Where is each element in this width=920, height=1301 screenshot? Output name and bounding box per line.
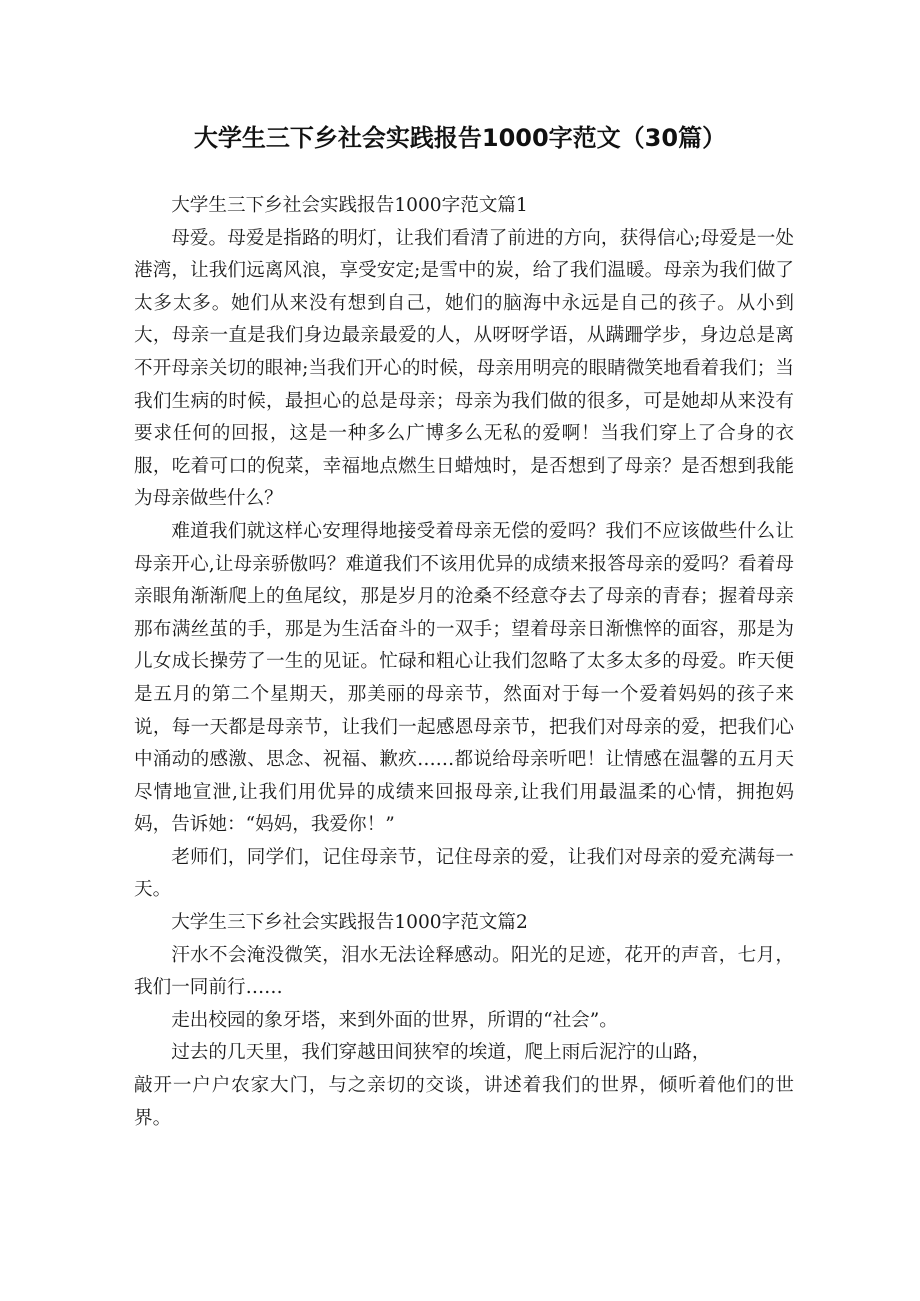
section-heading-2: 大学生三下乡社会实践报告1000字范文篇2 — [171, 912, 528, 934]
paragraph-1: 母爱。母爱是指路的明灯，让我们看清了前进的方向，获得信心;母爱是一处港湾，让我们远离风浪，享受安定;是雪中的炭，给了我们温暖。母亲为我们做了太多太多。她们从来没有想到自己，她们的脑海中永远是自己的孩子。从小到大，母亲一直是我们身边最亲最爱的人，从呀呀学语，从蹒跚学步，身边总是离不开母亲关切的眼神;当我们开心的时候，母亲用明亮的眼睛微笑地看着我们；当我们生病的时候，最担心的总是母亲；母亲为我们做的很多，可是她却从来没有要求任何的回报，这是一种多么广博多么无私的爱啊！当我们穿上了合身的衣服，吃着可口的倪菜，幸福地点燃生日蜡烛时，是否想到了母亲？是否想到我能为母亲做些什么？ — [134, 227, 794, 510]
document-title: 大学生三下乡社会实践报告1000字范文（30篇） — [193, 124, 727, 152]
paragraph-5: 走出校园的象牙塔，来到外面的世界，所谓的“社会”。 — [171, 1009, 618, 1031]
paragraph-6: 过去的几天里，我们穿越田间狭窄的埃道，爬上雨后泥泞的山路， — [171, 1042, 711, 1064]
paragraph-7: 敲开一户户农家大门，与之亲切的交谈，讲述着我们的世界，倾听着他们的世界。 — [134, 1075, 794, 1129]
paragraph-4: 汗水不会淹没微笑，泪水无法诠释感动。阳光的足迹，花开的声音，七月，我们一同前行…… — [134, 944, 794, 999]
paragraph-2: 难道我们就这样心安理得地接受着母亲无偿的爱吗？我们不应该做些什么让母亲开心,让母亲骄傲吗？难道我们不该用优异的成绩来报答母亲的爱吗？看着母亲眼角渐渐爬上的鱼尾纹，那是岁月的沧桑不经意夺去了母亲的青春；握着母亲那布满丝茧的手，那是为生活奋斗的一双手；望着母亲日渐憔悴的面容，那是为儿女成长操劳了一生的见证。忙碌和粗心让我们忽略了太多太多的母爱。昨天便是五月的第二个星期天，那美丽的母亲节，然面对于每一个爱着妈妈的孩子来说，每一天都是母亲节，让我们一起感恩母亲节，把我们对母亲的爱，把我们心中涌动的感激、思念、祝福、歉疚……都说给母亲听吧！让情感在温馨的五月天尽情地宣泄,让我们用优异的成绩来回报母亲,让我们用最温柔的心情，拥抱妈妈，告诉她：“妈妈，我爱你！” — [134, 520, 794, 836]
paragraph-3: 老师们，同学们，记住母亲节，记住母亲的爱，让我们对母亲的爱充满每一天。 — [134, 846, 794, 901]
document-body — [134, 190, 794, 1135]
section-heading-1: 大学生三下乡社会实践报告1000字范文篇1 — [171, 195, 528, 216]
